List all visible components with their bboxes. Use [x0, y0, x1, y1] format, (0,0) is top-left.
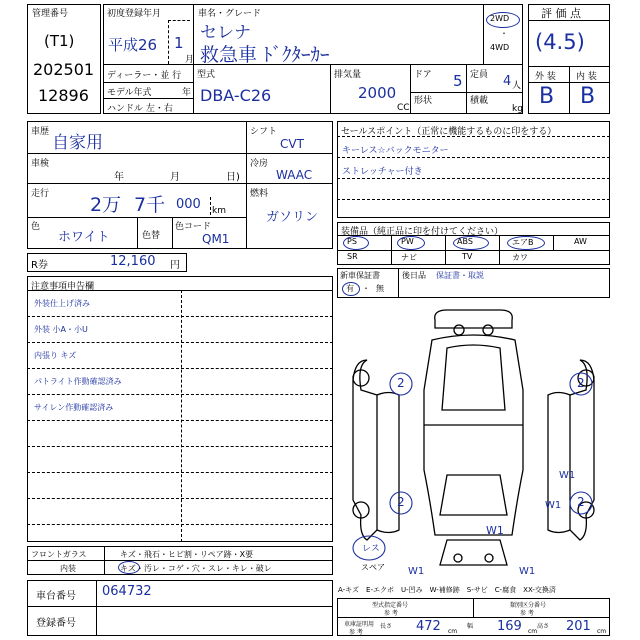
wid-unit: cm — [528, 628, 538, 635]
len-label: 長さ — [380, 623, 393, 630]
color-value: ホワイト — [58, 230, 110, 245]
equip-abs: ABS — [457, 237, 473, 246]
ref-1: 参 考 — [384, 610, 398, 617]
reg-month-unit: 月 — [185, 55, 195, 65]
score-label: 評 価 点 — [541, 7, 581, 20]
note-line-5: サイレン作動確認済み — [34, 403, 114, 412]
glass-value: キズ・飛石・ヒビ割・リペア跡・X要 — [120, 550, 254, 559]
equip-label: 装備品（純正品に印を付けてください） — [341, 227, 504, 237]
inspect-label: 車検 — [31, 159, 50, 169]
model-year-label: モデル年式 — [107, 88, 152, 98]
note-line-4: パトライト作動確認済み — [34, 377, 122, 386]
car-name: セレナ — [200, 23, 251, 43]
recycle-label: R券 — [31, 260, 48, 271]
sales-label: セールスポイント（正常に機能するものに印をする） — [341, 127, 557, 137]
score-value: (4.5) — [535, 30, 585, 54]
model-year-unit: 年 — [182, 88, 192, 98]
mileage-man: 2万 — [90, 194, 122, 216]
mileage-rest: 000 — [176, 197, 201, 212]
door-label: ドア — [414, 70, 432, 80]
damage-mark-7: W1 — [559, 470, 576, 481]
damage-mark-9: W1 — [408, 566, 425, 577]
recycle-box — [27, 253, 187, 272]
class-num-label: 類別区分番号 — [510, 602, 547, 609]
note-line-2: 外装 小A・小U — [34, 325, 88, 334]
ext-score: B — [539, 84, 555, 109]
disp-unit: CC — [397, 103, 410, 113]
damage-mark-2: 2 — [577, 376, 585, 390]
equip-sr: SR — [347, 252, 358, 261]
mgmt-num2: 12896 — [38, 86, 89, 105]
inspect-month: 月 — [170, 172, 180, 183]
notes-label: 注意事項申告欄 — [31, 282, 95, 292]
recycle-unit: 円 — [170, 260, 180, 271]
model-value: DBA-C26 — [200, 86, 272, 105]
history-value: 自家用 — [52, 133, 103, 153]
door-value: 5 — [453, 72, 463, 90]
ref-2: 参 考 — [520, 610, 534, 617]
sales-item-1: キーレス☆バックモニター — [342, 146, 449, 156]
damage-mark-5: W1 — [486, 524, 504, 537]
drive-2wd: 2WD — [490, 14, 510, 23]
mgmt-num1: 202501 — [33, 60, 95, 79]
equip-pw: PW — [401, 237, 414, 246]
sales-item-2: ストレッチャー付き — [342, 167, 423, 177]
reg-label: 初度登録年月 — [107, 9, 162, 19]
wid-value: 169 — [497, 619, 522, 634]
ac-label: 冷房 — [250, 159, 269, 169]
equip-airbag: エアB — [512, 238, 534, 247]
interior-value: キズ・汚レ・コゲ・穴・スレ・キレ・破レ — [120, 564, 272, 573]
history-label: 車歴 — [31, 127, 50, 137]
rear-item-label: 後日品 — [402, 271, 426, 280]
damage-mark-4: 2 — [577, 495, 585, 509]
warranty-no: 無 — [376, 284, 384, 293]
shift-value: CVT — [280, 137, 304, 151]
seats-unit: 人 — [512, 81, 522, 91]
reg-month: 1 — [174, 34, 184, 52]
regnum-label: 登録番号 — [36, 618, 76, 629]
diagram-note-top: レス — [362, 544, 380, 554]
damage-mark-6: W1 — [545, 500, 562, 511]
inspect-day: 日) — [226, 172, 240, 183]
disp-label: 排気量 — [334, 70, 362, 80]
mileage-sen: 7千 — [134, 194, 166, 216]
equip-ps: PS — [347, 237, 357, 246]
model-label: 型式 — [197, 70, 216, 80]
rear-item-value: 保証書・取説 — [436, 271, 484, 280]
damage-mark-3: 2 — [397, 495, 405, 509]
seats-label: 定員 — [470, 70, 489, 80]
equip-navi: ナビ — [401, 253, 417, 262]
damage-mark-8: W1 — [519, 566, 536, 577]
shift-label: シフト — [250, 127, 278, 137]
type-num-label: 型式指定番号 — [372, 602, 409, 609]
equip-aw: AW — [574, 237, 587, 246]
reg-era: 平成26 — [108, 36, 158, 54]
dealer-label: ディーラー・並 行 — [107, 71, 182, 81]
damage-legend: A-キズ E-エクボ U-凹み W-補修跡 S-サビ C-腐食 XX-交換済 — [338, 586, 556, 594]
interior-label: 内装 — [60, 564, 76, 573]
note-line-3: 内張り キズ — [34, 351, 77, 360]
drive-4wd: 4WD — [490, 43, 510, 52]
fuel-value: ガソリン — [266, 210, 319, 225]
hei-label: 高さ — [537, 623, 550, 630]
mgmt-label: 管理番号 — [32, 9, 69, 19]
color-code: QM1 — [202, 232, 230, 246]
color-change-label: 色替 — [142, 231, 161, 241]
shape-label: 形状 — [414, 96, 433, 106]
color-code-label: 色コード — [175, 222, 212, 232]
color-label: 色 — [31, 222, 41, 232]
mgmt-code-prefix: (T1) — [44, 32, 75, 50]
handle-label: ハンドル 左・右 — [107, 104, 173, 114]
len-value: 472 — [416, 619, 441, 634]
warranty-yes: 有 — [346, 284, 354, 293]
hei-value: 201 — [566, 619, 591, 634]
glass-label: フロントガラス — [31, 550, 87, 559]
len-unit: cm — [448, 628, 458, 635]
fuel-label: 燃料 — [250, 189, 269, 199]
chassis-value: 064732 — [102, 584, 152, 599]
diagram-note-bottom: スペア — [361, 563, 385, 572]
note-line-1: 外装仕上げ済み — [34, 299, 90, 308]
load-label: 積載 — [470, 96, 489, 106]
wid-label: 幅 — [467, 623, 474, 630]
equip-tv: TV — [462, 252, 473, 261]
mileage-unit: km — [212, 206, 226, 216]
damage-mark-1: 2 — [397, 376, 405, 390]
int-score: B — [580, 84, 596, 109]
seats-value: 4 — [503, 74, 512, 89]
equip-leather: カワ — [512, 253, 528, 262]
mileage-label: 走行 — [31, 189, 50, 199]
ref-3: 参 考 — [349, 629, 363, 636]
name-label: 車名・グレード — [198, 9, 262, 19]
hei-unit: cm — [597, 628, 607, 635]
ac-value: WAAC — [276, 168, 313, 182]
cert-label: 車庫証明用 — [344, 621, 375, 628]
disp-value: 2000 — [358, 84, 397, 102]
int-label: 内 装 — [576, 72, 597, 82]
drive-sep: ・ — [500, 29, 508, 38]
recycle-value: 12,160 — [110, 254, 156, 269]
inspect-year: 年 — [114, 172, 124, 183]
car-grade: 救急車 ﾄﾞｸﾀｰｶｰ — [200, 44, 330, 66]
ext-label: 外 装 — [535, 72, 556, 82]
load-unit: kg — [512, 104, 523, 114]
warranty-label: 新車保証書 — [340, 271, 380, 280]
chassis-label: 車台番号 — [36, 591, 76, 602]
